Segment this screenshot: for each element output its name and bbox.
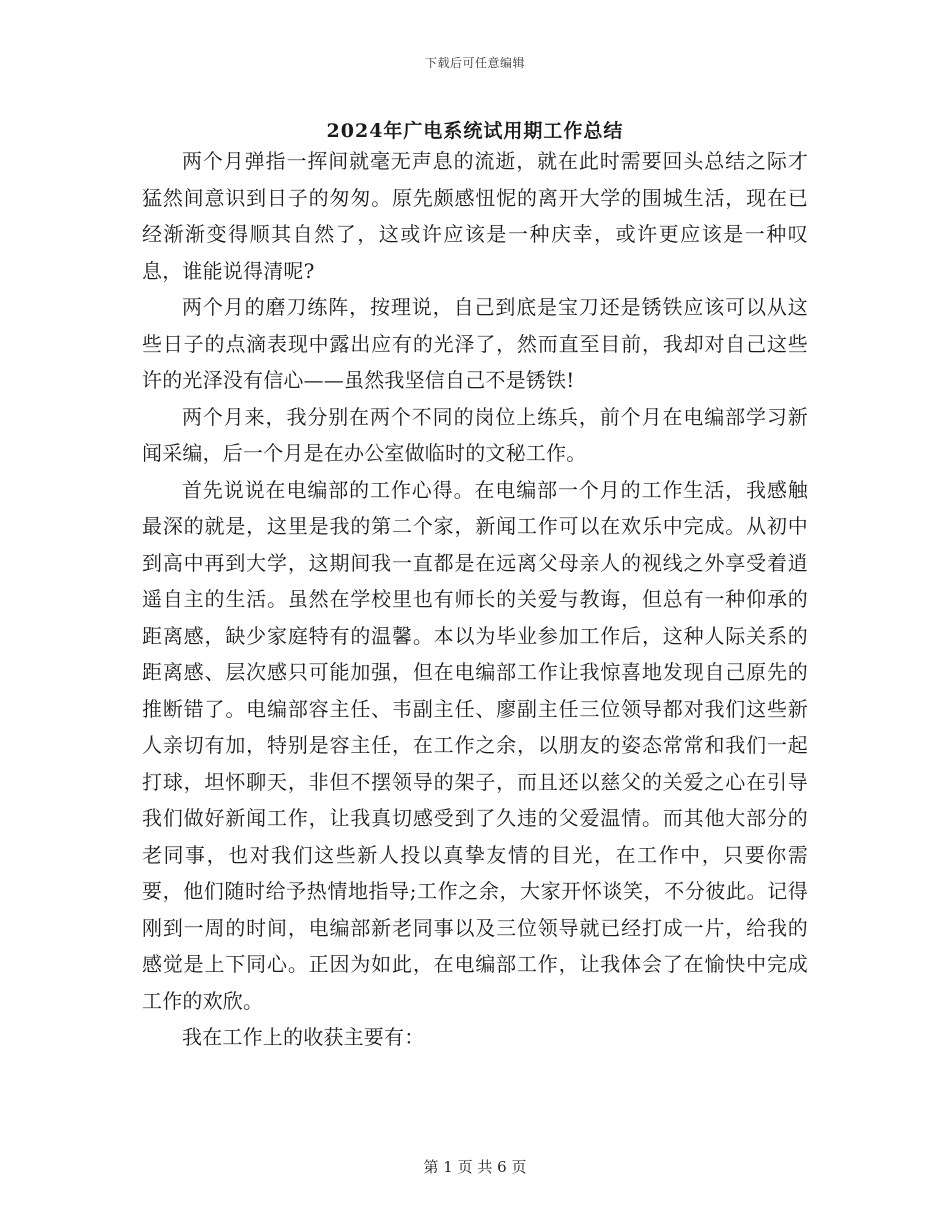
paragraph: 两个月的磨刀练阵，按理说，自己到底是宝刀还是锈铁应该可以从这些日子的点滴表现中露出应有的光泽了，然而直至目前，我却对自己这些许的光泽没有信心——虽然我坚信自己不是锈铁! (142, 295, 808, 392)
paragraph: 我在工作上的收获主要有： (182, 1025, 425, 1049)
document-title: 2024年广电系统试用期工作总结 (326, 120, 624, 142)
document-body (142, 143, 808, 1056)
header-note: 下载后可任意编辑 (424, 56, 525, 70)
paragraph: 首先说说在电编部的工作心得。在电编部一个月的工作生活，我感触最深的就是，这里是我的第二个家，新闻工作可以在欢乐中完成。从初中到高中再到大学，这期间我一直都是在远离父母亲人的视线之外享受着逍遥自主的生活。虽然在学校里也有师长的关爱与教诲，但总有一种仰承的距离感，缺少家庭特有的温馨。本以为毕业参加工作后，这种人际关系的距离感、层次感只可能加强，但在电编部工作让我惊喜地发现自己原先的推断错了。电编部容主任、韦副主任、廖副主任三位领导都对我们这些新人亲切有加，特别是容主任，在工作之余，以朋友的姿态常常和我们一起打球，坦怀聊天，非但不摆领导的架子，而且还以慈父的关爱之心在引导我们做好新闻工作，让我真切感受到了久违的父爱温情。而其他大部分的老同事，也对我们这些新人投以真挚友情的目光，在工作中，只要你需要，他们随时给予热情地指导;工作之余，大家开怀谈笑，不分彼此。记得刚到一周的时间，电编部新老同事以及三位领导就已经打成一片，给我的感觉是上下同心。正因为如此，在电编部工作，让我体会了在愉快中完成工作的欢欣。 (142, 477, 808, 1013)
page-indicator: 第 1 页 共 6 页 (423, 1158, 527, 1176)
paragraph: 两个月弹指一挥间就毫无声息的流逝，就在此时需要回头总结之际才猛然间意识到日子的匆匆。原先颇感忸怩的离开大学的围城生活，现在已经渐渐变得顺其自然了，这或许应该是一种庆幸，或许更应该是一种叹息，谁能说得清呢? (142, 149, 808, 283)
paragraph: 两个月来，我分别在两个不同的岗位上练兵，前个月在电编部学习新闻采编，后一个月是在办公室做临时的文秘工作。 (142, 404, 808, 465)
